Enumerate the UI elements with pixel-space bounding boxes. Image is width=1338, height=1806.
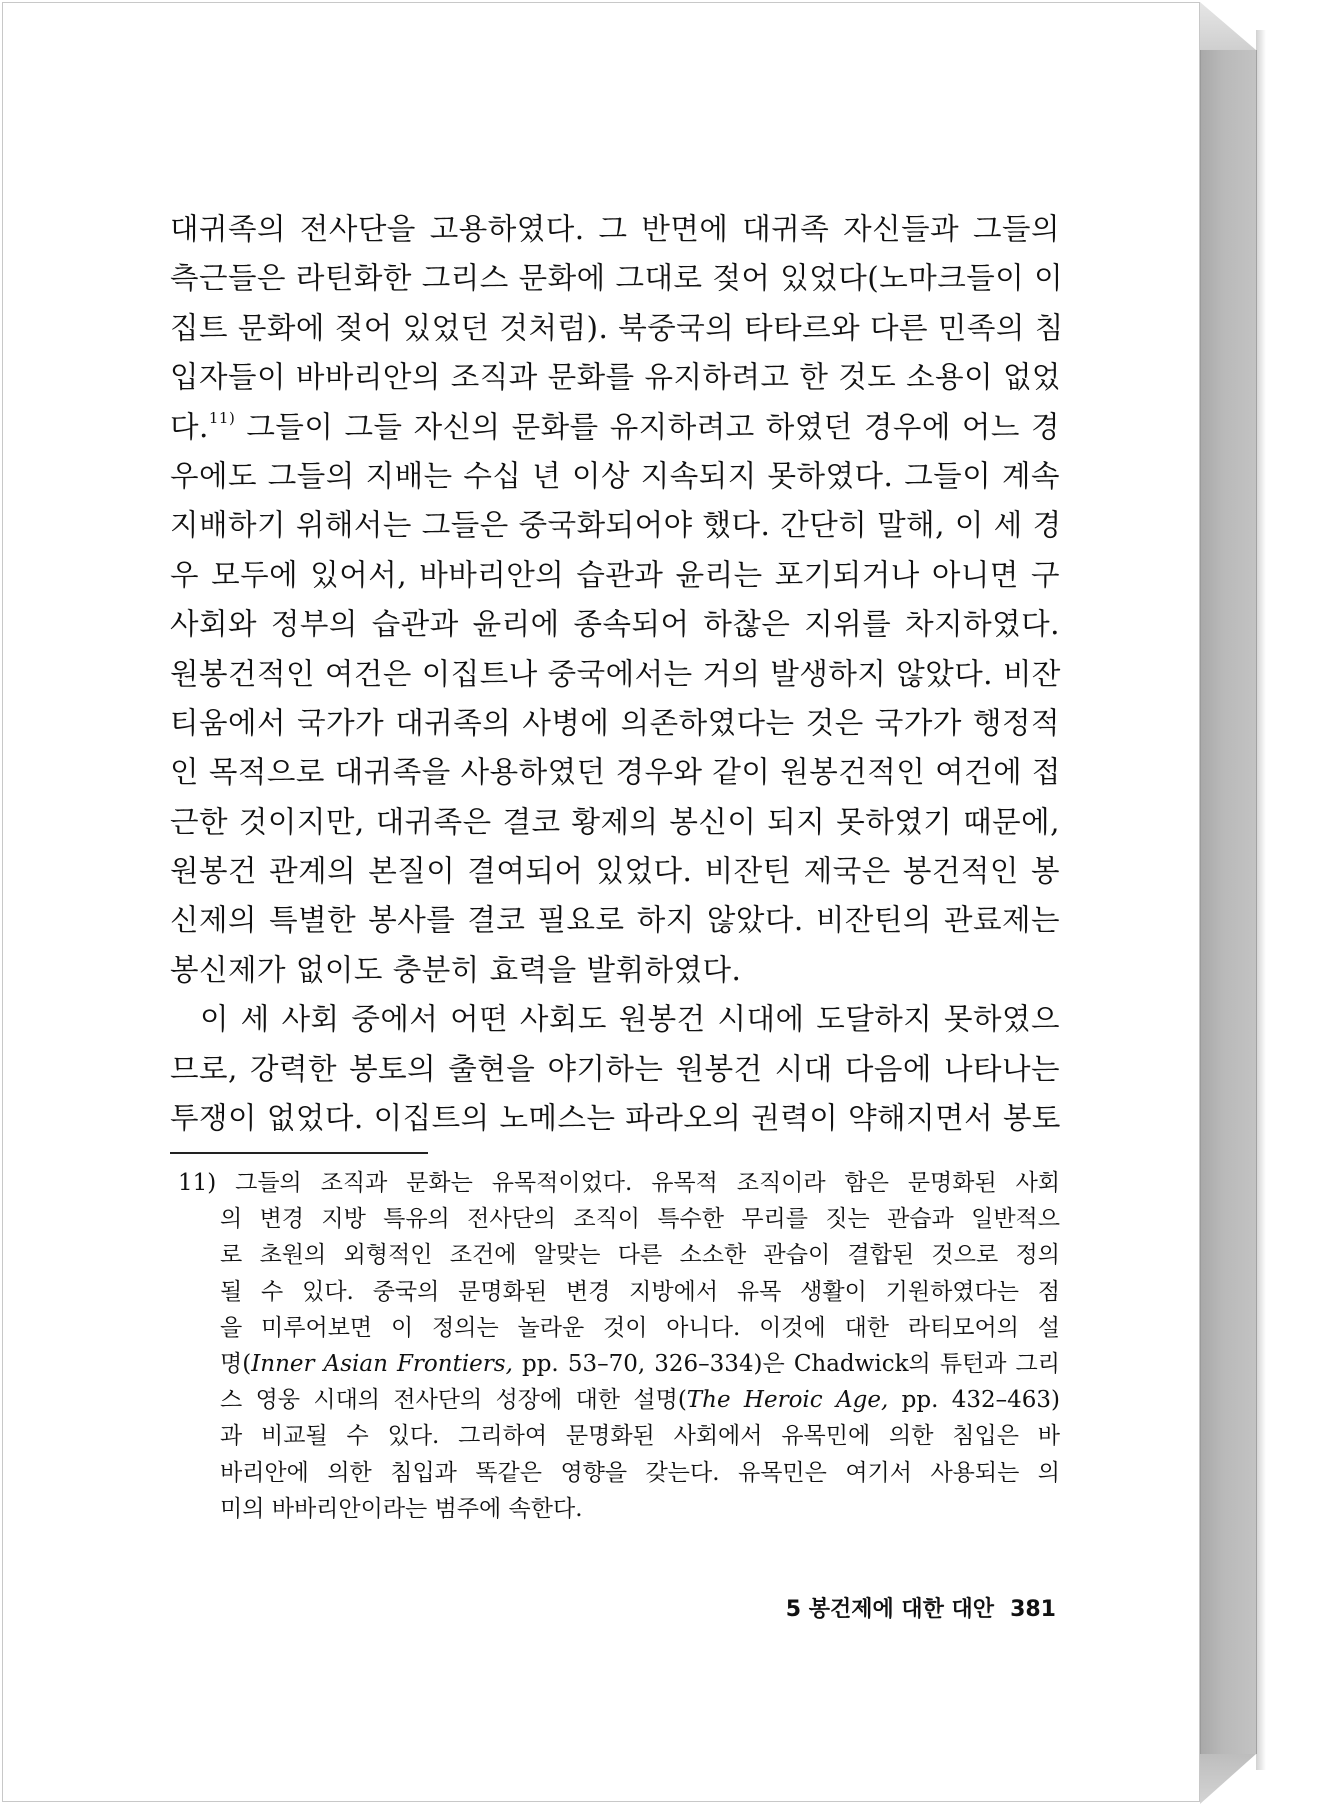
footnote	[170, 1165, 1060, 1527]
book-edge-shadow	[1256, 30, 1266, 1770]
text-line: 원봉건 관계의 본질이 결여되어 있었다. 비잔틴 제국은 봉건적인 봉	[170, 854, 1060, 889]
text-line: 원봉건적인 여건은 이집트나 중국에서는 거의 발생하지 않았다. 비잔	[170, 656, 1061, 691]
text-line: 우에도 그들의 지배는 수십 년 이상 지속되지 못하였다. 그들이 계속	[170, 458, 1060, 493]
footnote-line: 될 수 있다. 중국의 문명화된 변경 지방에서 유목 생활이 기원하였다는 점	[220, 1278, 1060, 1305]
text-line: 집트 문화에 젖어 있었던 것처럼). 북중국의 타타르와 다른 민족의 침	[170, 310, 1064, 345]
text-fragment: 다.	[170, 409, 209, 444]
footnote-line: 11) 그들의 조직과 문화는 유목적이었다. 유목적 조직이라 함은 문명화된 사회	[178, 1170, 1060, 1196]
text-line: 티움에서 국가가 대귀족의 사병에 의존하였다는 것은 국가가 행정적	[170, 705, 1060, 740]
text-line: 지배하기 위해서는 그들은 중국화되어야 했다. 간단히 말해, 이 세 경	[170, 508, 1062, 543]
main-text	[170, 205, 1064, 1143]
footnote-rule	[170, 1152, 428, 1154]
text-line: 인 목적으로 대귀족을 사용하였던 경우와 같이 원봉건적인 여건에 접	[170, 755, 1061, 790]
book-title: The Heroic Age,	[686, 1387, 889, 1414]
footnote-line	[170, 1346, 1060, 1382]
footnote-line: 과 비교될 수 있다. 그리하여 문명화된 사회에서 유목민에 의한 침입은 바	[220, 1423, 1060, 1450]
text-fragment: pp. 53–70, 326–334)은 Chadwick의 튜턴과 그리	[512, 1350, 1060, 1377]
text-line: 봉신제가 없이도 충분히 효력을 발휘하였다.	[170, 952, 742, 987]
text-line	[170, 403, 1060, 452]
book-edge-side	[1200, 50, 1257, 1754]
text-line: 므로, 강력한 봉토의 출현을 야기하는 원봉건 시대 다음에 나타나는	[170, 1051, 1060, 1086]
text-line: 근한 것이지만, 대귀족은 결코 황제의 봉신이 되지 못하였기 때문에,	[170, 804, 1060, 839]
footnote-line: 바리안에 의한 침입과 똑같은 영향을 갖는다. 유목민은 여기서 사용되는 의	[220, 1459, 1060, 1486]
text-line: 사회와 정부의 습관과 윤리에 종속되어 하찮은 지위를 차지하였다.	[170, 607, 1060, 642]
footnote-line: 로 초원의 외형적인 조건에 알맞는 다른 소소한 관습이 결합된 것으로 정의	[220, 1242, 1060, 1269]
footnote-line	[170, 1382, 1060, 1418]
text-line: 입자들이 바바리안의 조직과 문화를 유지하려고 한 것도 소용이 없었	[170, 360, 1061, 395]
footnote-line: 의 변경 지방 특유의 전사단의 조직이 특수한 무리를 짓는 관습과 일반적으	[220, 1206, 1060, 1233]
text-line: 신제의 특별한 봉사를 결코 필요로 하지 않았다. 비잔틴의 관료제는	[170, 903, 1060, 938]
text-line: 이 세 사회 중에서 어떤 사회도 원봉건 시대에 도달하지 못하였으	[200, 1002, 1060, 1037]
footnote-marker: 11)	[208, 408, 236, 427]
text-line: 대귀족의 전사단을 고용하였다. 그 반면에 대귀족 자신들과 그들의	[170, 212, 1060, 246]
text-fragment: 스 영웅 시대의 전사단의 성장에 대한 설명(	[220, 1387, 687, 1414]
text-fragment: pp. 432–463)	[888, 1387, 1061, 1414]
page-number: 381	[1010, 1597, 1056, 1622]
book-edge-bottom	[1200, 1754, 1256, 1804]
text-line: 측근들은 라틴화한 그리스 문화에 그대로 젖어 있었다(노마크들이 이	[170, 261, 1064, 296]
running-footer	[786, 1592, 1056, 1623]
book-edge-top	[1200, 2, 1256, 50]
footnote-line: 을 미루어보면 이 정의는 놀라운 것이 아니다. 이것에 대한 라티모어의 설	[220, 1314, 1060, 1341]
text-fragment: 그들이 그들 자신의 문화를 유지하려고 하였던 경우에 어느 경	[246, 409, 1060, 444]
text-line: 우 모두에 있어서, 바바리안의 습관과 윤리는 포기되거나 아니면 구	[170, 557, 1060, 592]
text-fragment: 명(	[220, 1350, 252, 1377]
text-line: 투쟁이 없었다. 이집트의 노메스는 파라오의 권력이 약해지면서 봉토	[170, 1101, 1061, 1136]
footnote-line: 미의 바바리안이라는 범주에 속한다.	[220, 1495, 583, 1522]
chapter-title: 5 봉건제에 대한 대안	[785, 1597, 995, 1622]
book-title: Inner Asian Frontiers,	[251, 1350, 513, 1377]
